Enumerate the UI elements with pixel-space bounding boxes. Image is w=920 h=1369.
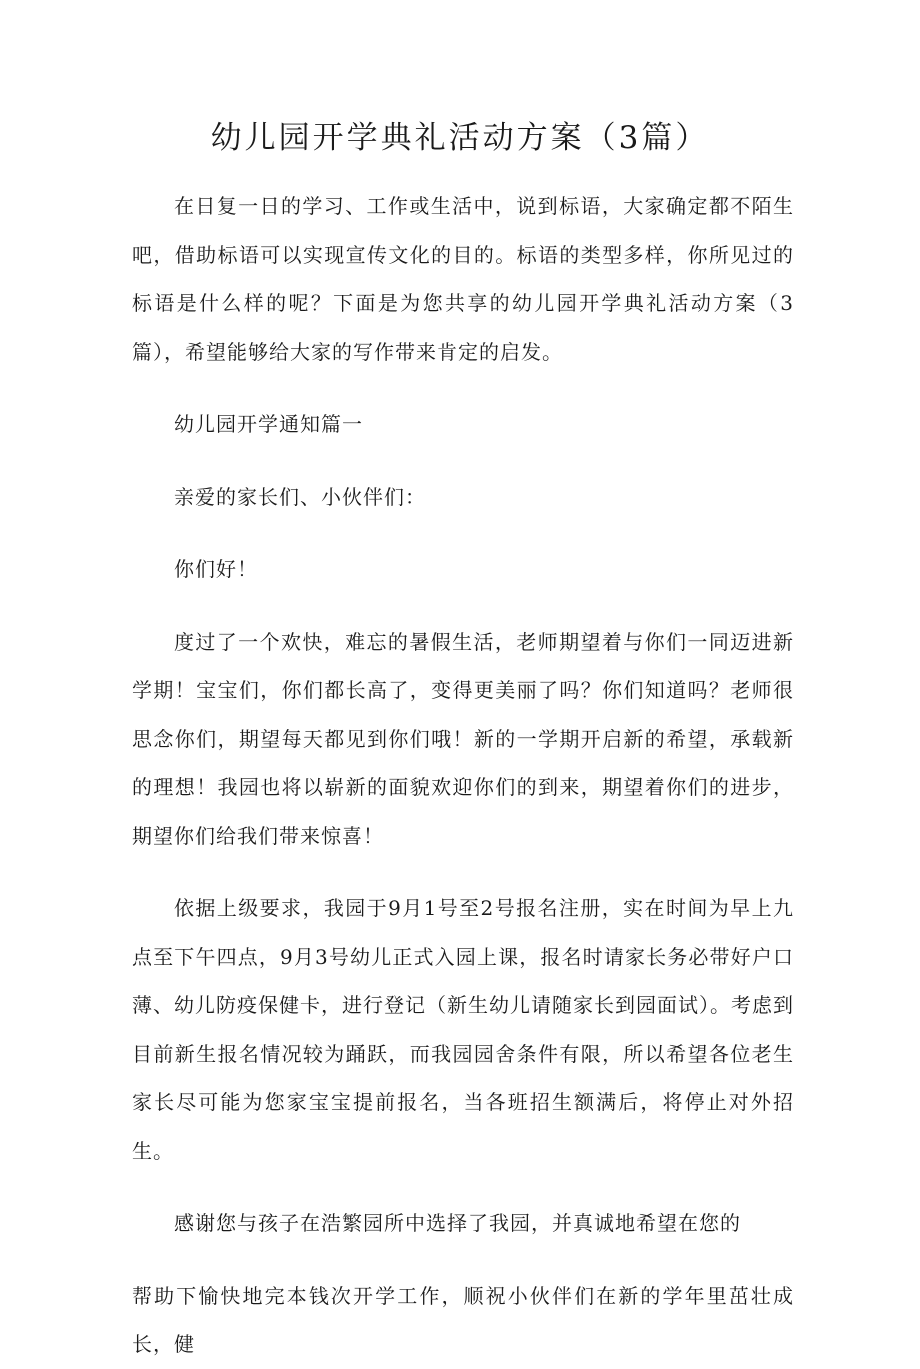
body-paragraph-continuation: 帮助下愉快地完本钱次开学工作，顺祝小伙伴们在新的学年里茁壮成长，健 xyxy=(132,1283,794,1356)
section-heading: 幼儿园开学通知篇一 xyxy=(174,412,363,436)
salutation: 亲爱的家长们、小伙伴们： xyxy=(174,484,426,509)
body-paragraph-welcome: 度过了一个欢快，难忘的暑假生活，老师期望着与你们一同迈进新学期！宝宝们，你们都长高了，变得更美丽了吗？你们知道吗？老师很思念你们，期望每天都见到你们哦！新的一学期开启新的希望，承载新的理想！我园也将以崭新的面貌欢迎你们的到来，期望着你们的进步，期望你们给我们带来惊喜！ xyxy=(132,629,794,848)
greeting: 你们好！ xyxy=(174,557,258,581)
document-title: 幼儿园开学典礼活动方案（3篇） xyxy=(210,120,710,156)
body-paragraph-thanks: 感谢您与孩子在浩繁园所中选择了我园，并真诚地希望在您的 xyxy=(174,1211,741,1235)
document-body xyxy=(132,182,794,1369)
body-paragraph-registration: 依据上级要求，我园于9月1号至2号报名注册，实在时间为早上九点至下午四点，9月3号幼儿正式入园上课，报名时请家长务必带好户口薄、幼儿防疫保健卡，进行登记（新生幼儿请随家长到园面试）。考虑到目前新生报名情况较为踊跃，而我园园舍条件有限，所以希望各位老生家长尽可能为您家宝宝提前报名，当各班招生额满后，将停止对外招生。 xyxy=(132,896,794,1163)
intro-paragraph: 在日复一日的学习、工作或生活中，说到标语，大家确定都不陌生吧，借助标语可以实现宣传文化的目的。标语的类型多样，你所见过的标语是什么样的呢？下面是为您共享的幼儿园开学典礼活动方案（3篇），希望能够给大家的写作带来肯定的启发。 xyxy=(132,194,794,364)
